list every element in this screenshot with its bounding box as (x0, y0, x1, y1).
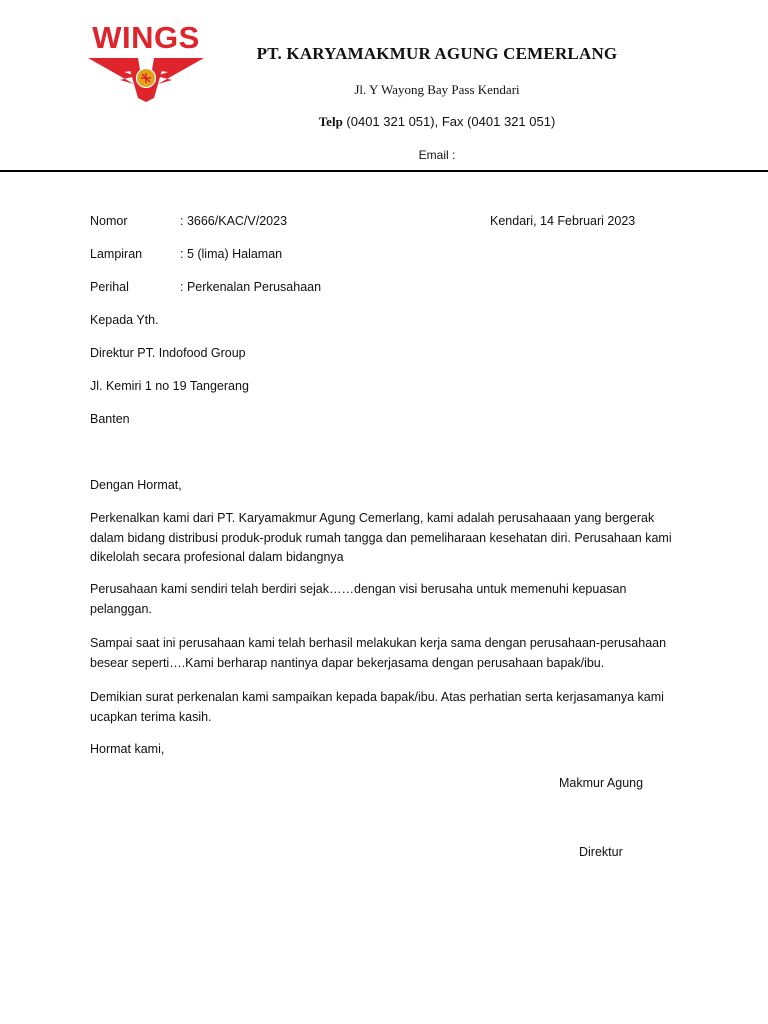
recipient-line: Direktur PT. Indofood Group (90, 346, 246, 360)
perihal-value: : Perkenalan Perusahaan (180, 280, 322, 294)
nomor-label: Nomor (90, 214, 128, 228)
perihal-label: Perihal (90, 280, 129, 294)
phone-label: Telp (318, 114, 343, 129)
header-divider (0, 170, 768, 172)
closing: Hormat kami, (90, 742, 165, 756)
company-name: PT. KARYAMAKMUR AGUNG CEMERLANG (256, 44, 618, 63)
body-paragraph: Demikian surat perkenalan kami sampaikan kepada bapak/ibu. Atas perhatian serta kerjasamanya kami ucapkan terima kasih. (90, 690, 664, 724)
nomor-value: : 3666/KAC/V/2023 (180, 214, 288, 228)
logo-wordmark: WINGS (92, 20, 200, 55)
body-paragraph: Perkenalkan kami dari PT. Karyamakmur Agung Cemerlang, kami adalah perusahaaan yang bergerak dalam bidang distribusi produk-produk rumah tangga dan pemeliharaan kesehatan diri. Perusahaan kami dikelolah secara profesional dalam bidangnya (90, 511, 672, 564)
company-phone (200, 114, 674, 130)
company-address: Jl. Y Wayong Bay Pass Kendari (354, 82, 520, 97)
recipient-line: Banten (90, 412, 130, 426)
body-paragraph: Perusahaan kami sendiri telah berdiri sejak……dengan visi berusaha untuk memenuhi kepuasan pelanggan. (90, 582, 627, 616)
signer-title: Direktur (579, 845, 623, 859)
recipient-line: Kepada Yth. (90, 313, 159, 327)
body-paragraph: Sampai saat ini perusahaan kami telah berhasil melakukan kerja sama dengan perusahaan-perusahaan besear seperti….Kami berharap nantinya dapar bekerjasama dengan perusahaan bapak/ibu. (90, 636, 667, 670)
company-logo (80, 20, 212, 104)
company-email-label: Email : (418, 148, 456, 162)
lampiran-value: : 5 (lima) Halaman (180, 247, 283, 261)
wings-logo-graphic (80, 20, 212, 104)
signer-name: Makmur Agung (559, 776, 644, 790)
lampiran-label: Lampiran (90, 247, 143, 261)
place-date: Kendari, 14 Februari 2023 (490, 214, 636, 228)
greeting: Dengan Hormat, (90, 478, 182, 492)
recipient-line: Jl. Kemiri 1 no 19 Tangerang (90, 379, 249, 393)
phone-fax-numbers: (0401 321 051), Fax (0401 321 051) (342, 114, 556, 129)
